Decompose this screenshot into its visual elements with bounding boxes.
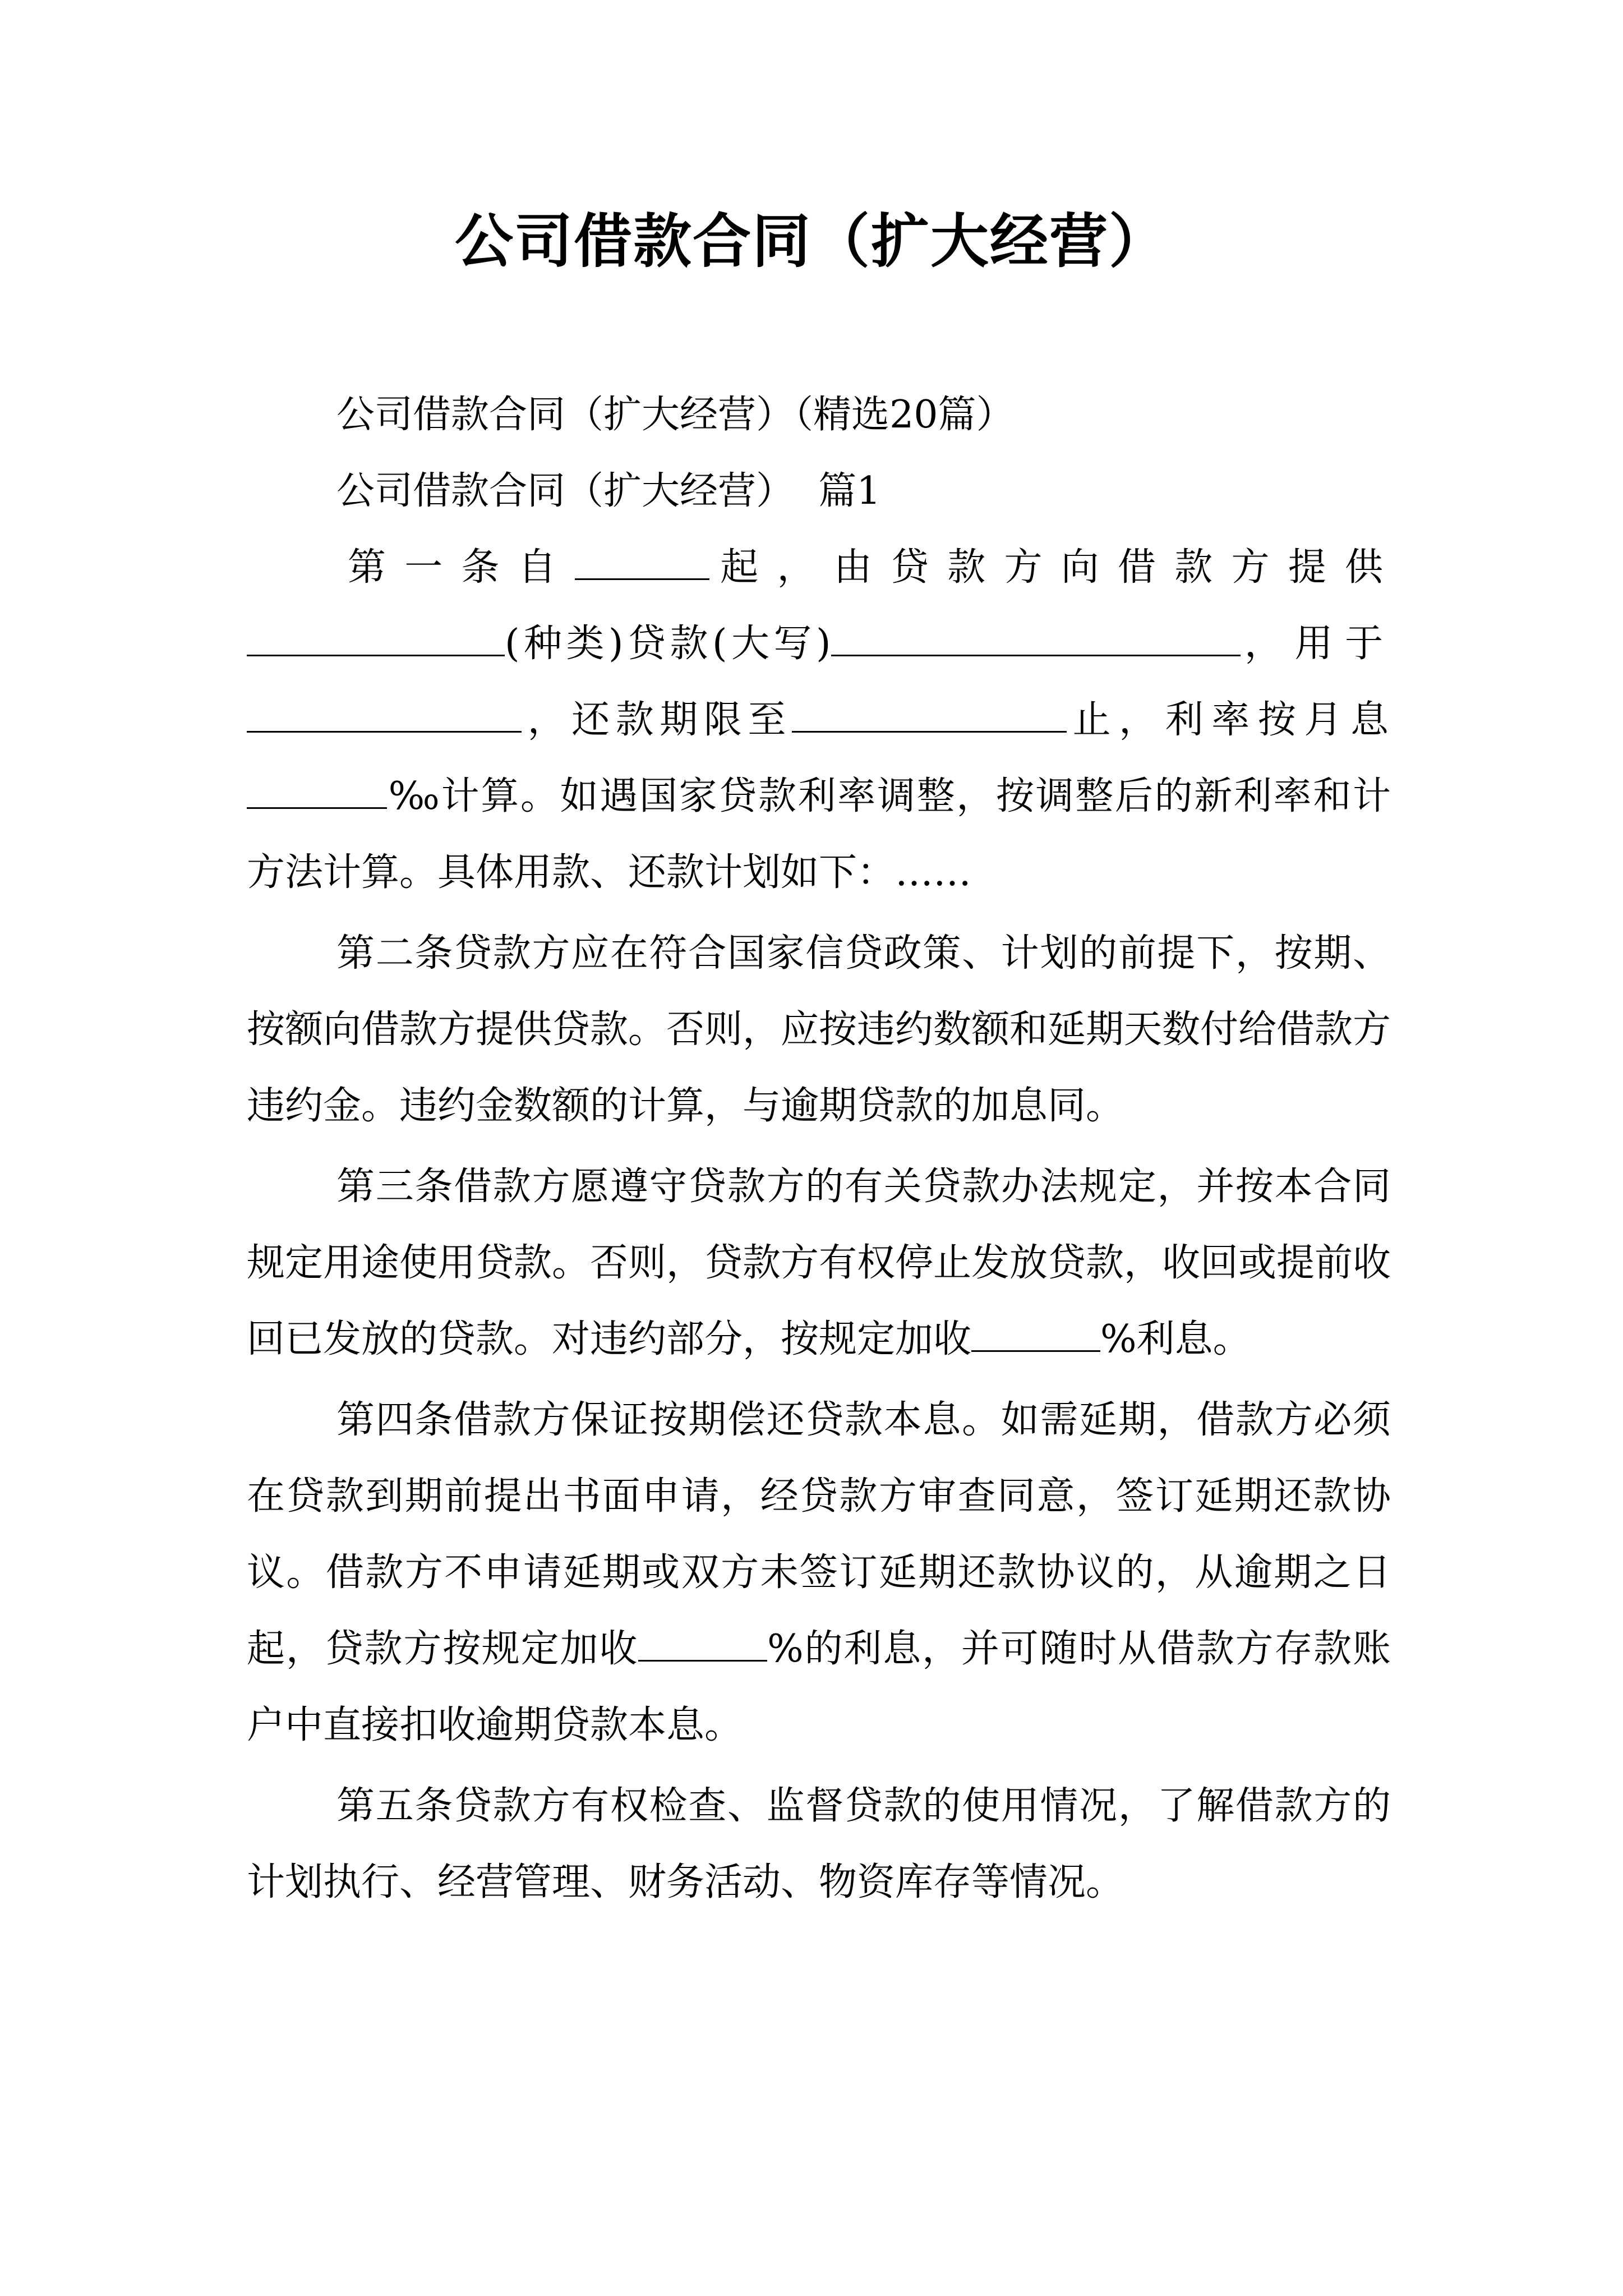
article-4	[247, 1382, 1391, 1764]
article-3-text-a: 第三条借款方愿遵守贷款方的有关贷款办法规定，并按本合同规定用途使用贷款。否则，贷款方有权停止发放贷款，收回或提前收回已发放的贷款。对违约部分，按规定加收	[247, 1165, 1391, 1361]
blank-start-date	[575, 544, 709, 580]
article-4-text-b: %的利息，并可随时从借款方存款账户中直接扣收逾期贷款本息。	[247, 1627, 1391, 1747]
blank-amount	[831, 620, 1241, 656]
subtitle: 公司借款合同（扩大经营）（精选20篇）	[336, 393, 1015, 437]
article-1-text-g: ‰计算。如遇国家贷款利率调整，按调整后的新利率和计方法计算。具体用款、还款计划如下：……	[247, 774, 1391, 895]
article-1-text-f: 止，利率按月息	[1067, 698, 1391, 742]
document-title: 公司借款合同（扩大经营）	[454, 207, 1168, 275]
article-5: 第五条贷款方有权检查、监督贷款的使用情况，了解借款方的计划执行、经营管理、财务活动、物资库存等情况。	[247, 1784, 1391, 1904]
document-body	[247, 377, 1391, 1921]
blank-repay-date	[792, 697, 1067, 733]
article-1-text-b: 起，由贷款方向借款方提供	[709, 545, 1391, 590]
blank-loan-type	[247, 620, 505, 656]
article-2: 第二条贷款方应在符合国家信贷政策、计划的前提下，按期、按额向借款方提供贷款。否则，应按违约数额和延期天数付给借款方违约金。违约金数额的计算，与逾期贷款的加息同。	[247, 931, 1391, 1128]
blank-penalty-rate	[971, 1316, 1100, 1352]
article-4-text-a: 第四条借款方保证按期偿还贷款本息。如需延期，借款方必须在贷款到期前提出书面申请，经贷款方审查同意，签订延期还款协议。借款方不申请延期或双方未签订延期还款协议的，从逾期之日起，贷款方按规定加收	[247, 1398, 1391, 1671]
blank-monthly-rate	[247, 773, 387, 809]
article-1-text-c: (种类)贷款(大写)	[505, 622, 831, 666]
article-1-text-d: ，用于	[1240, 622, 1391, 666]
article-3-text-b: %利息。	[1100, 1317, 1251, 1361]
blank-overdue-rate	[638, 1626, 767, 1662]
article-1-text-a: 第一条自	[348, 545, 575, 590]
article-1-text-e: ，还款期限至	[522, 698, 792, 742]
section-heading: 公司借款合同（扩大经营） 篇1	[336, 469, 881, 513]
blank-purpose	[247, 697, 522, 733]
article-1	[247, 530, 1391, 911]
article-3	[247, 1149, 1391, 1378]
